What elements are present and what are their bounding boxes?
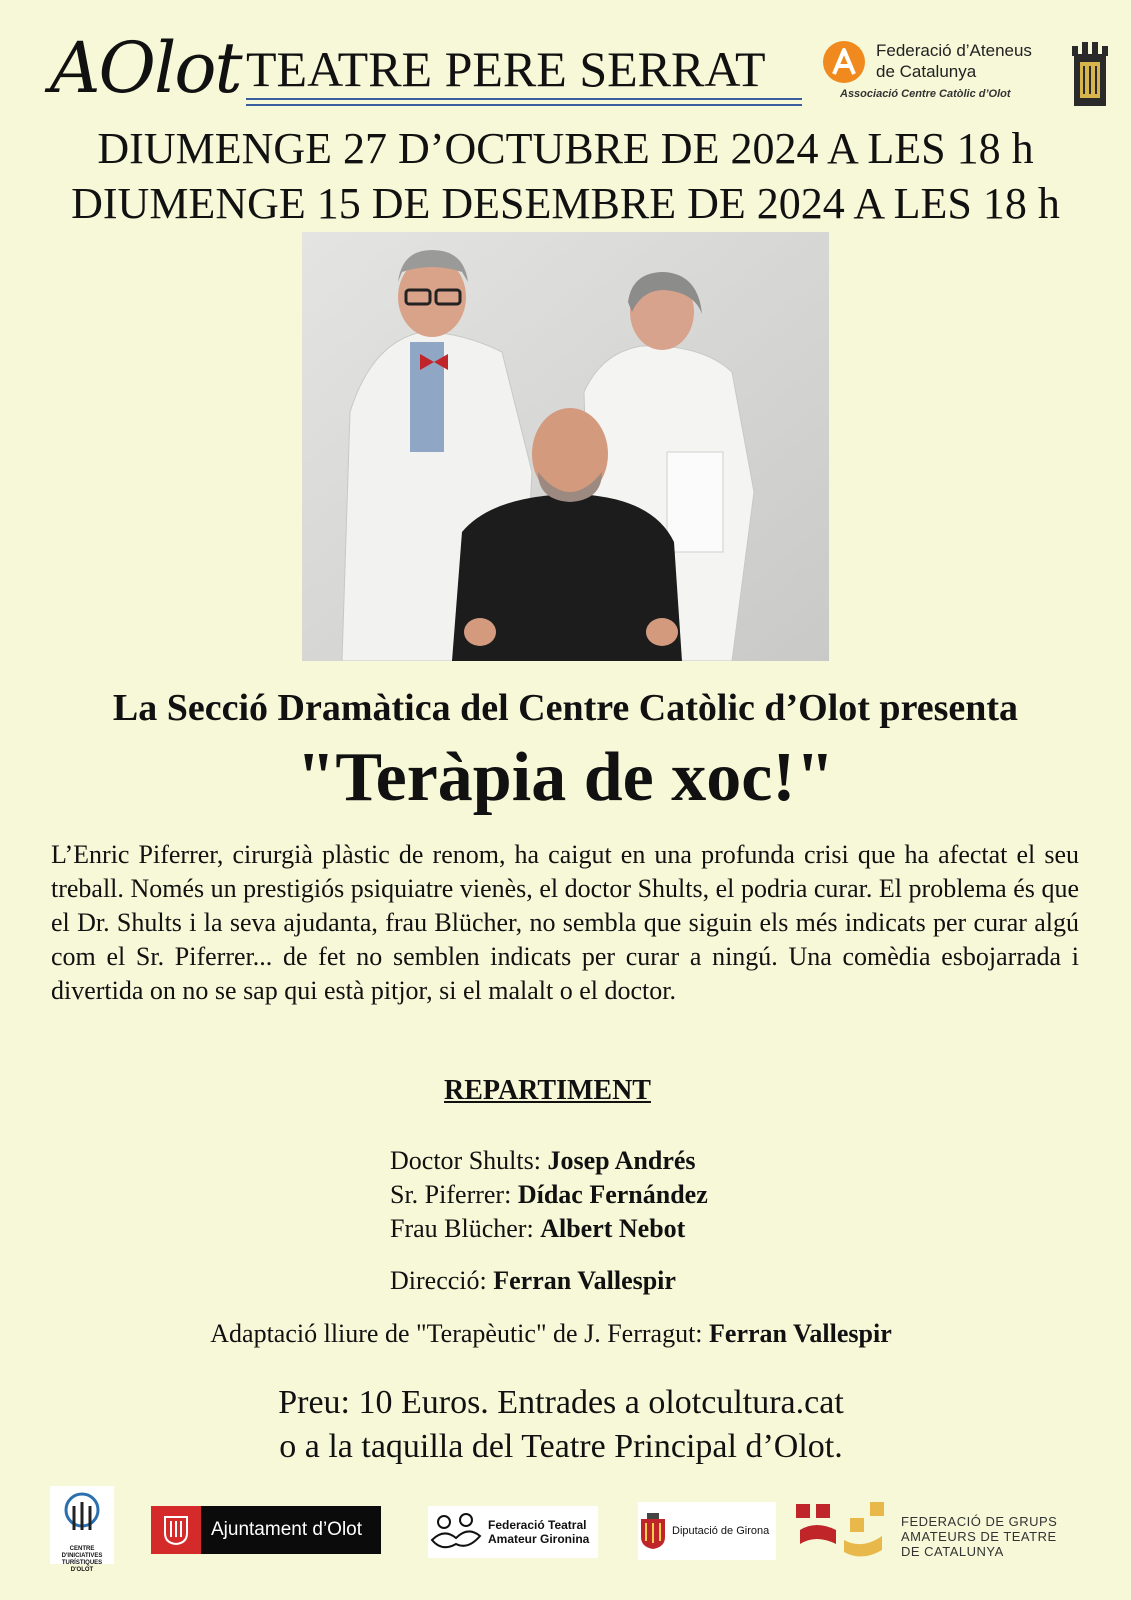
federation-name	[876, 40, 1076, 82]
adaptation-label: Adaptació lliure de "Terapèutic" de J. Ferragut:	[210, 1319, 710, 1348]
cast-actor: Dídac Fernández	[517, 1180, 708, 1209]
fta-label	[484, 1518, 589, 1546]
venue-underline-2	[246, 104, 802, 106]
fta-figures-icon	[428, 1510, 484, 1554]
cast-list	[390, 1144, 890, 1246]
direction-label: Direcció:	[390, 1266, 494, 1295]
ajuntament-label: Ajuntament d’Olot	[211, 1519, 363, 1540]
cast-photo-illustration	[302, 232, 829, 661]
cast-actor: Josep Andrés	[547, 1146, 696, 1175]
federation-subtitle: Associació Centre Catòlic d’Olot	[840, 88, 1011, 100]
adaptation-name: Ferran Vallespir	[709, 1319, 892, 1348]
fgat-label-line3: DE CATALUNYA	[901, 1544, 1004, 1559]
cast-role: Doctor Shults:	[390, 1146, 548, 1175]
cast-role: Sr. Piferrer:	[390, 1180, 518, 1209]
fta-label-line2: Amateur Gironina	[488, 1532, 590, 1546]
cast-item	[390, 1178, 890, 1212]
cast-photo	[302, 232, 829, 661]
direction-name: Ferran Vallespir	[493, 1266, 676, 1295]
date-line-1: DIUMENGE 27 D’OCTUBRE DE 2024 A LES 18 h	[97, 124, 1034, 173]
castle-crest-icon	[1070, 40, 1110, 108]
ajuntament-logo	[151, 1506, 381, 1554]
presents-line: La Secció Dramàtica del Centre Catòlic d’Olot presenta	[112, 687, 1019, 729]
aolot-logo: AOlot	[50, 27, 241, 109]
fgat-logo-icon	[796, 1500, 886, 1560]
play-title: "Teràpia de xoc!"	[296, 739, 835, 816]
cast-actor: Albert Nebot	[540, 1214, 686, 1243]
diputacio-logo	[638, 1502, 776, 1560]
synopsis: L’Enric Piferrer, cirurgià plàstic de renom, ha caigut en una profunda crisi que ha afectat el seu treball. Només un prestigiós psiquiatre vienès, el doctor Shults, el podria curar. El problema és que el Dr. Shults i la seva ajudanta, frau Blücher, no sembla que siguin els més indicats per curar algú com el Sr. Piferrer... de fet no semblen indicats per curar a ningú. Una comèdia esbojarrada i divertida on no se sap qui està pitjor, si el malalt o el doctor.	[51, 840, 1079, 1005]
cit-logo-text: CENTRE D'INICIATIVES TURÍSTIQUES D'OLOT	[61, 1546, 103, 1573]
fta-label-line1: Federació Teatral	[488, 1518, 587, 1532]
direction-credit	[390, 1264, 890, 1298]
cast-heading: REPARTIMENT	[444, 1075, 651, 1106]
fta-logo	[428, 1506, 598, 1558]
federation-name-line2: de Catalunya	[876, 62, 977, 81]
federation-logo-icon	[822, 40, 866, 84]
diputacio-label: Diputació de Girona	[672, 1525, 770, 1537]
ajuntament-crest-icon	[151, 1506, 201, 1554]
cast-item	[390, 1212, 890, 1246]
fgat-label-line1: FEDERACIÓ DE GRUPS	[901, 1514, 1058, 1529]
venue-underline	[246, 98, 802, 100]
price-info	[0, 1381, 1122, 1469]
price-line-2: o a la taquilla del Teatre Principal d’Olot.	[279, 1428, 843, 1465]
venue-title: TEATRE PERE SERRAT	[246, 41, 766, 97]
fgat-label	[901, 1514, 1101, 1559]
fgat-label-line2: AMATEURS DE TEATRE	[901, 1529, 1057, 1544]
diputacio-crest-icon	[638, 1511, 668, 1551]
federation-name-line1: Federació d’Ateneus	[876, 41, 1032, 60]
adaptation-credit	[0, 1317, 1102, 1351]
cast-role: Frau Blücher:	[390, 1214, 541, 1243]
date-line-2: DIUMENGE 15 DE DESEMBRE DE 2024 A LES 18 h	[71, 179, 1060, 228]
cast-item	[390, 1144, 890, 1178]
price-line-1: Preu: 10 Euros. Entrades a olotcultura.cat	[278, 1384, 844, 1421]
